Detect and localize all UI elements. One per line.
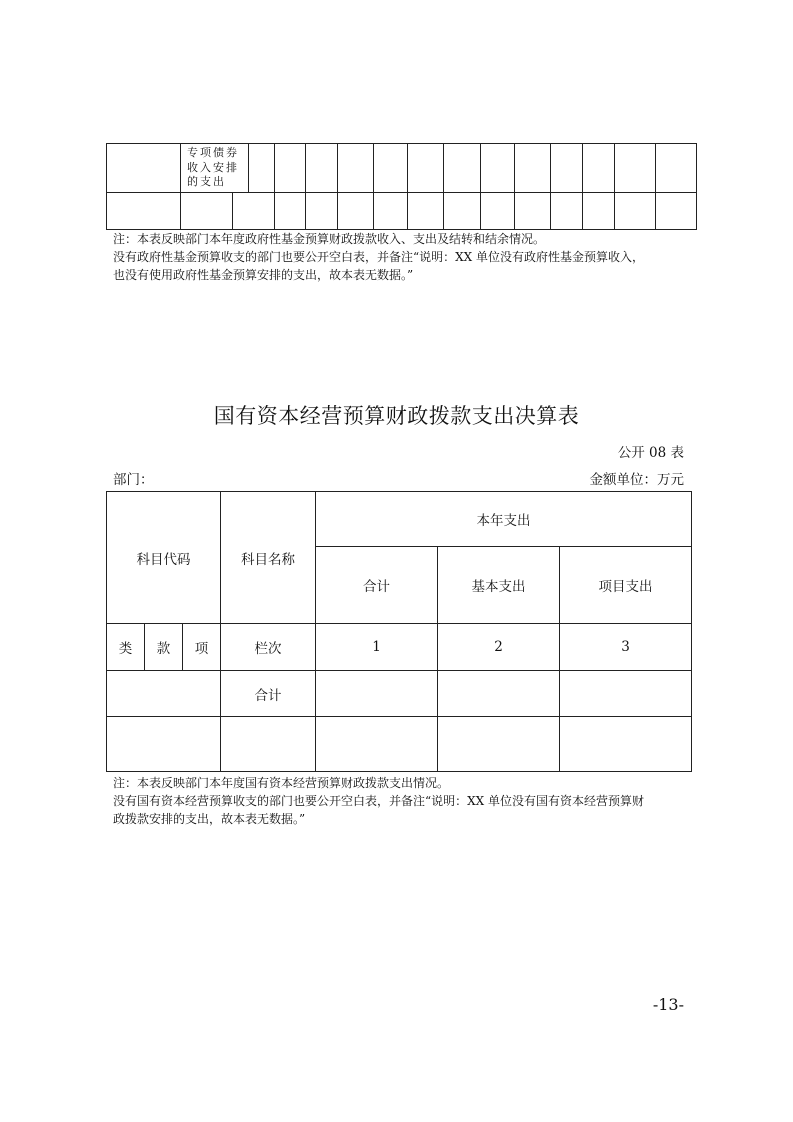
column-index-2: 2 <box>438 624 560 671</box>
table-cell <box>408 193 444 230</box>
table-cell <box>316 671 438 717</box>
table-cell <box>221 717 316 772</box>
total-header: 合计 <box>316 547 438 624</box>
table-cell <box>438 717 560 772</box>
table-cell <box>107 671 221 717</box>
table-cell <box>583 144 615 193</box>
subject-name-header: 科目名称 <box>221 492 316 624</box>
table-cell <box>275 144 306 193</box>
column-index-3: 3 <box>560 624 692 671</box>
table-cell <box>233 193 275 230</box>
table-cell <box>107 144 181 193</box>
page-title: 国有资本经营预算财政拨款支出决算表 <box>213 404 580 428</box>
table-cell <box>107 193 181 230</box>
subject-code-header: 科目代码 <box>107 492 221 624</box>
form-number: 公开 08 表 <box>617 445 684 461</box>
index-row <box>107 624 692 671</box>
expense-table <box>106 491 692 772</box>
amount-unit-label: 金额单位：万元 <box>589 472 684 488</box>
table-row <box>107 717 692 772</box>
total-row-label: 合计 <box>221 671 316 717</box>
table-cell <box>374 193 408 230</box>
table-cell <box>551 193 583 230</box>
table-cell <box>275 193 306 230</box>
table-cell <box>615 193 656 230</box>
label-line: 收入安排 <box>187 160 239 174</box>
note1-line1: 注：本表反映部门本年度政府性基金预算财政拨款收入、支出及结转和结余情况。 <box>113 232 546 246</box>
table-cell <box>306 193 338 230</box>
table-cell <box>107 717 221 772</box>
label-line: 的支出 <box>187 175 226 189</box>
annual-expense-header: 本年支出 <box>316 492 692 547</box>
department-label: 部门： <box>113 472 154 488</box>
table-cell <box>444 193 481 230</box>
note1-line2: 没有政府性基金预算收支的部门也要公开空白表，并备注“说明：XX 单位没有政府性基金预算收入， <box>113 250 645 264</box>
continuation-table <box>106 143 697 230</box>
table-cell <box>338 144 374 193</box>
special-bond-expense-label <box>181 144 249 193</box>
table-cell <box>615 144 656 193</box>
column-index-header: 栏次 <box>221 624 316 671</box>
basic-expense-header: 基本支出 <box>438 547 560 624</box>
continuation-row <box>107 144 697 193</box>
table-cell <box>583 193 615 230</box>
table-cell <box>438 671 560 717</box>
note2-line3: 政拨款安排的支出，故本表无数据。” <box>113 812 306 826</box>
table-cell <box>249 144 275 193</box>
xiang-header: 项 <box>183 624 221 671</box>
table-cell <box>515 144 551 193</box>
column-index-1: 1 <box>316 624 438 671</box>
table-cell <box>338 193 374 230</box>
table-cell <box>408 144 444 193</box>
table-cell <box>515 193 551 230</box>
table-cell <box>306 144 338 193</box>
page-number: -13- <box>652 995 684 1014</box>
kuan-header: 款 <box>145 624 183 671</box>
table-cell <box>656 193 697 230</box>
table-cell <box>374 144 408 193</box>
lei-header: 类 <box>107 624 145 671</box>
table-cell <box>560 717 692 772</box>
table-cell <box>656 144 697 193</box>
table-cell <box>551 144 583 193</box>
table-cell <box>444 144 481 193</box>
note2-line2: 没有国有资本经营预算收支的部门也要公开空白表，并备注“说明：XX 单位没有国有资本经营预算财 <box>113 794 645 808</box>
continuation-row <box>107 193 697 230</box>
table-cell <box>481 144 515 193</box>
note1-line3: 也没有使用政府性基金预算安排的支出，故本表无数据。” <box>113 268 414 282</box>
project-expense-header: 项目支出 <box>560 547 692 624</box>
note2-line1: 注：本表反映部门本年度国有资本经营预算财政拨款支出情况。 <box>113 776 450 790</box>
table-cell <box>560 671 692 717</box>
table-cell <box>181 193 233 230</box>
table-cell <box>481 193 515 230</box>
header-row <box>107 492 692 547</box>
table-cell <box>316 717 438 772</box>
total-row <box>107 671 692 717</box>
label-line: 专项债券 <box>187 146 239 160</box>
